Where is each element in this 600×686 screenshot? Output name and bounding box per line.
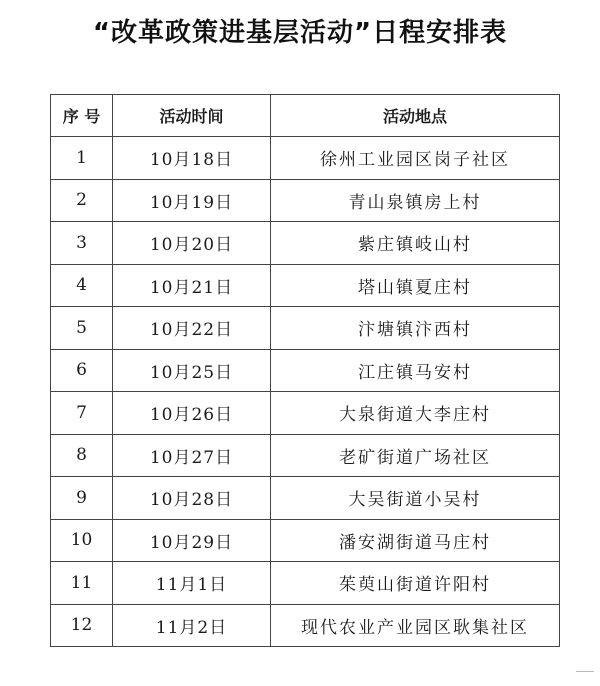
- cell-time: 10月27日: [113, 434, 271, 477]
- cell-time: 10月28日: [113, 477, 271, 520]
- cell-place: 大泉街道大李庄村: [271, 392, 560, 435]
- table-row: [51, 434, 560, 477]
- cell-place: 潘安湖街道马庄村: [271, 519, 560, 562]
- cell-time: 10月18日: [113, 137, 271, 180]
- cell-no: 11: [51, 562, 113, 605]
- table-row: [51, 179, 560, 222]
- cell-time: 11月1日: [113, 562, 271, 605]
- cell-place: 紫庄镇岐山村: [271, 222, 560, 265]
- cell-time: 10月25日: [113, 349, 271, 392]
- cell-time: 10月26日: [113, 392, 271, 435]
- table-row: [51, 562, 560, 605]
- table-row: [51, 519, 560, 562]
- cell-no: 8: [51, 434, 113, 477]
- cell-time: 10月19日: [113, 179, 271, 222]
- cell-no: 1: [51, 137, 113, 180]
- cell-no: 5: [51, 307, 113, 350]
- cell-no: 3: [51, 222, 113, 265]
- cell-place: 茱萸山街道许阳村: [271, 562, 560, 605]
- table-row: [51, 604, 560, 647]
- cell-no: 12: [51, 604, 113, 647]
- cell-time: 10月22日: [113, 307, 271, 350]
- cell-place: 老矿街道广场社区: [271, 434, 560, 477]
- cell-no: 9: [51, 477, 113, 520]
- header-place: 活动地点: [271, 95, 560, 137]
- table-row: [51, 222, 560, 265]
- cell-place: 塔山镇夏庄村: [271, 264, 560, 307]
- table-row: [51, 307, 560, 350]
- cell-no: 10: [51, 519, 113, 562]
- cell-place: 江庄镇马安村: [271, 349, 560, 392]
- cell-no: 7: [51, 392, 113, 435]
- table-row: [51, 392, 560, 435]
- table-row: [51, 137, 560, 180]
- table-row: [51, 349, 560, 392]
- cell-place: 大吴街道小吴村: [271, 477, 560, 520]
- cell-place: 汴塘镇汴西村: [271, 307, 560, 350]
- cell-no: 2: [51, 179, 113, 222]
- cell-no: 4: [51, 264, 113, 307]
- table-row: [51, 477, 560, 520]
- cell-time: 10月21日: [113, 264, 271, 307]
- header-no: 序 号: [51, 95, 113, 137]
- cell-time: 10月20日: [113, 222, 271, 265]
- cell-no: 6: [51, 349, 113, 392]
- schedule-table: [50, 94, 560, 647]
- cell-place: 现代农业产业园区耿集社区: [271, 604, 560, 647]
- page-corner-mark: [576, 671, 594, 682]
- cell-place: 徐州工业园区岗子社区: [271, 137, 560, 180]
- cell-place: 青山泉镇房上村: [271, 179, 560, 222]
- header-time: 活动时间: [113, 95, 271, 137]
- cell-time: 11月2日: [113, 604, 271, 647]
- page-title: “改革政策进基层活动”日程安排表: [92, 18, 508, 48]
- table-header-row: [51, 95, 560, 137]
- table-row: [51, 264, 560, 307]
- cell-time: 10月29日: [113, 519, 271, 562]
